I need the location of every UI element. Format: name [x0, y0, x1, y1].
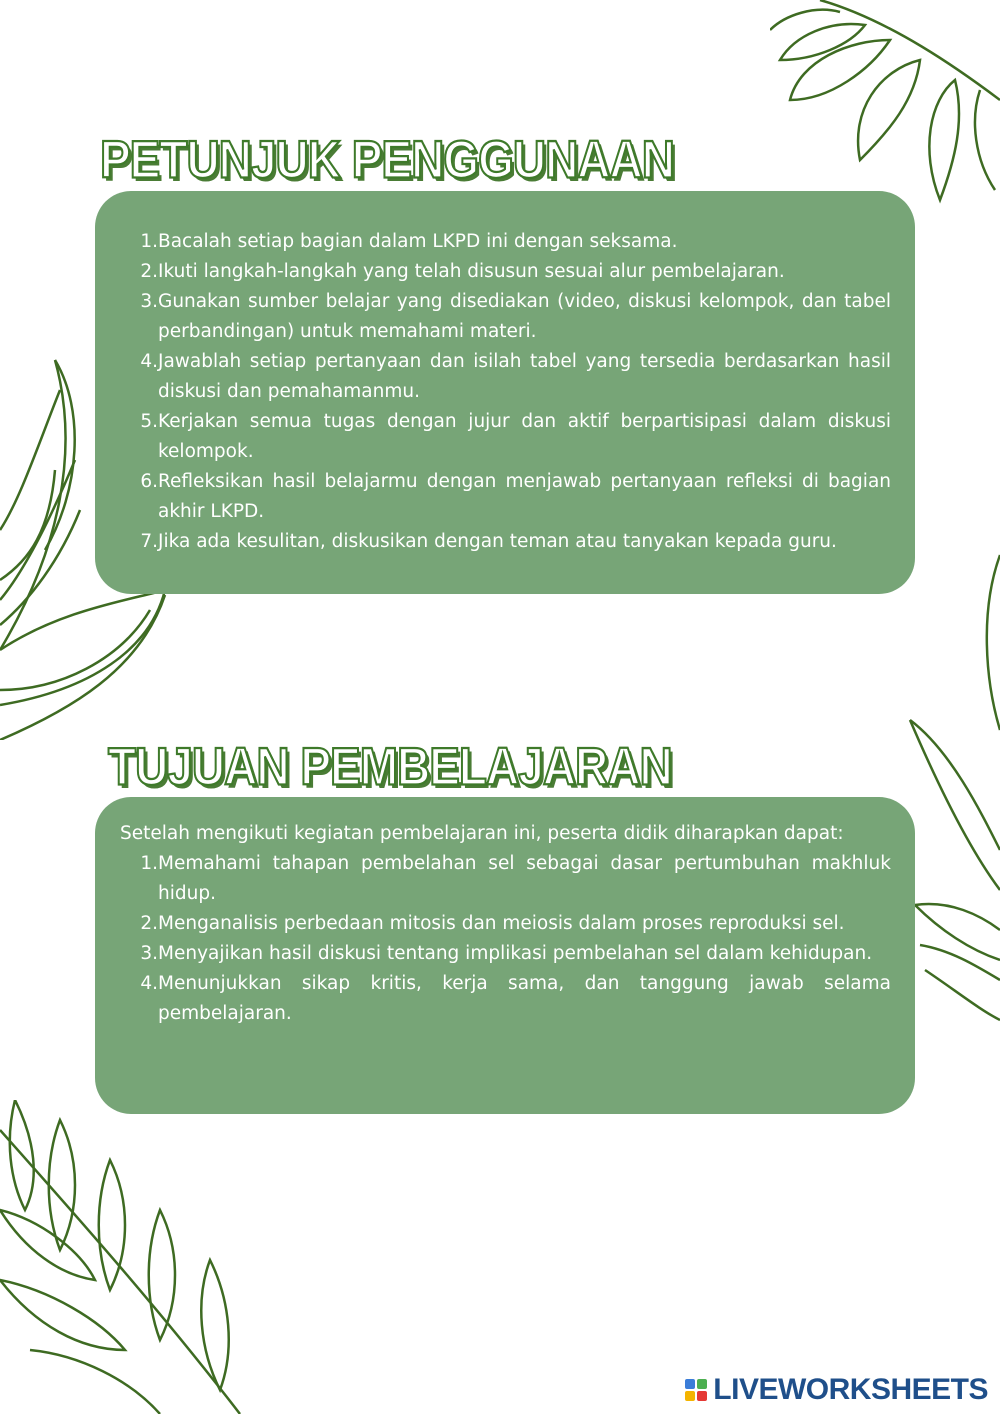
list-item: 6. Refleksikan hasil belajarmu dengan menjawab pertanyaan refleksi di bagian akhir LKPD.: [140, 471, 891, 522]
list-item: 5. Kerjakan semua tugas dengan jujur dan aktif berpartisipasi dalam diskusi kelompok.: [140, 411, 891, 462]
list-item: 1. Bacalah setiap bagian dalam LKPD ini dengan seksama.: [140, 231, 678, 252]
liveworksheets-brand[interactable]: [685, 1374, 988, 1406]
brand-name: LIVEWORKSHEETS: [713, 1373, 988, 1406]
tujuan-list: [120, 849, 891, 1029]
logo-square-red: [697, 1391, 707, 1401]
list-item: 7. Jika ada kesulitan, diskusikan dengan teman atau tanyakan kepada guru.: [140, 531, 837, 552]
leaf-bottom-left-decoration: [0, 1100, 270, 1414]
list-item: 3. Gunakan sumber belajar yang disediakan (video, diskusi kelompok, dan tabel perbandingan) untuk memahami materi.: [140, 291, 891, 342]
tujuan-title: TUJUAN PEMBELAJARAN: [108, 736, 672, 796]
list-item: 2. Ikuti langkah-langkah yang telah disusun sesuai alur pembelajaran.: [140, 261, 785, 282]
logo-square-yellow: [685, 1391, 695, 1401]
logo-square-green: [697, 1379, 707, 1389]
leaf-right-middle-decoration: [900, 550, 1000, 1050]
tujuan-card: [95, 797, 915, 1114]
petunjuk-list: [127, 227, 891, 557]
list-item: 4. Menunjukkan sikap kritis, kerja sama, dan tanggung jawab selama pembelajaran.: [140, 973, 891, 1024]
list-item: 4. Jawablah setiap pertanyaan dan isilah tabel yang tersedia berdasarkan hasil diskusi dan pemahamanmu.: [140, 351, 891, 402]
petunjuk-title: PETUNJUK PENGGUNAAN: [100, 129, 674, 189]
leaf-top-right-decoration: [770, 0, 1000, 210]
list-item: 2. Menganalisis perbedaan mitosis dan meiosis dalam proses reproduksi sel.: [140, 913, 845, 934]
liveworksheets-logo-icon: [685, 1379, 707, 1401]
tujuan-intro: Setelah mengikuti kegiatan pembelajaran ini, peserta didik diharapkan dapat:: [120, 823, 844, 844]
petunjuk-card: [95, 191, 915, 594]
logo-square-blue: [685, 1379, 695, 1389]
list-item: 3. Menyajikan hasil diskusi tentang implikasi pembelahan sel dalam kehidupan.: [140, 943, 873, 964]
list-item: 1. Memahami tahapan pembelahan sel sebagai dasar pertumbuhan makhluk hidup.: [140, 853, 891, 904]
